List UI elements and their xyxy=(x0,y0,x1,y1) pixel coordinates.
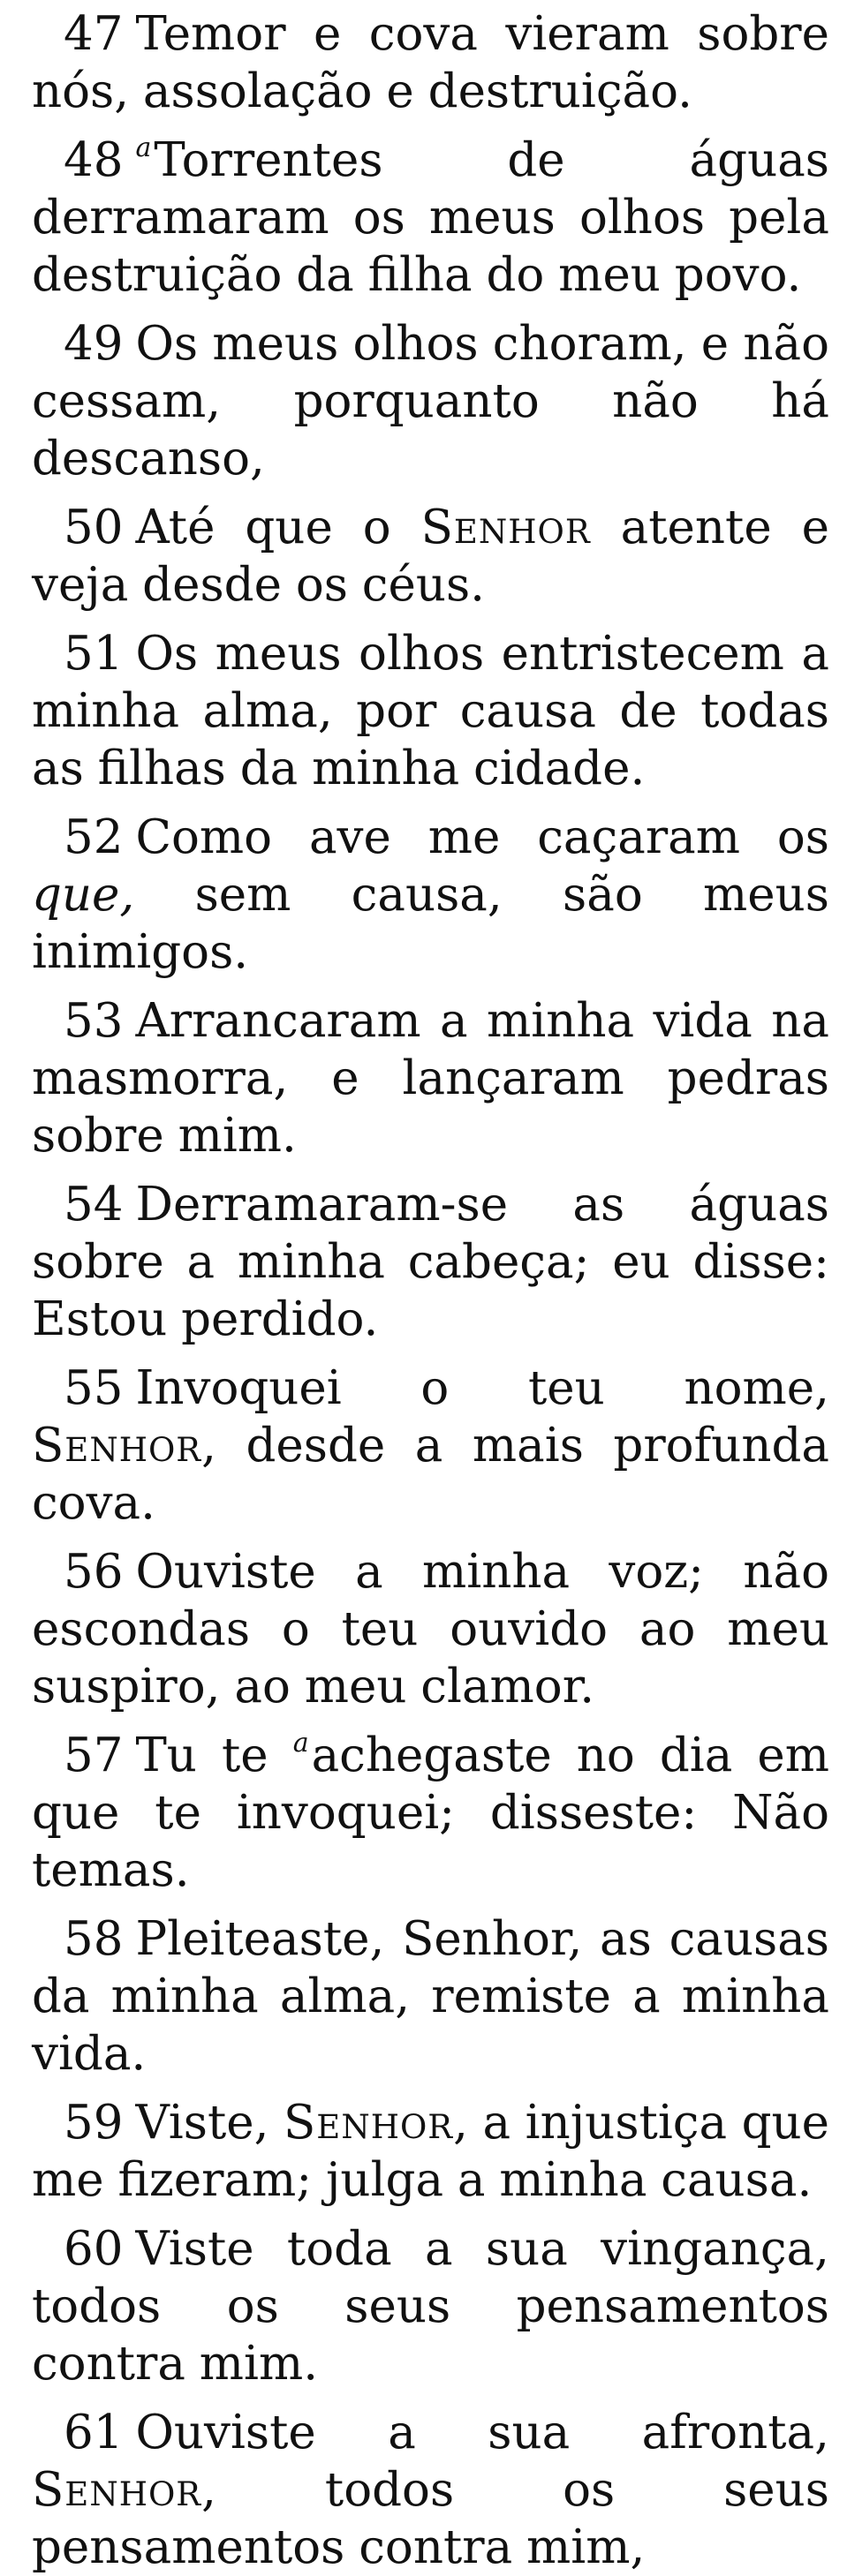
verse-number: 57 xyxy=(64,1729,124,1782)
verse-61 xyxy=(32,2404,829,2576)
divine-name: Senhor xyxy=(32,1419,202,1473)
verse-number: 61 xyxy=(64,2406,124,2459)
verse-number: 60 xyxy=(64,2222,124,2276)
verse-number: 54 xyxy=(64,1178,124,1232)
verse-number: 58 xyxy=(64,1912,124,1966)
verse-number: 48 xyxy=(64,133,124,187)
verse-number: 52 xyxy=(64,810,124,864)
divine-name: Senhor xyxy=(284,2096,454,2150)
verse-53 xyxy=(32,992,829,1164)
verse-text: Viste toda a sua vingança, todos os seus pensamentos contra mim. xyxy=(32,2222,829,2391)
verse-number: 53 xyxy=(64,994,124,1048)
verse-number: 55 xyxy=(64,1361,124,1415)
verse-51 xyxy=(32,625,829,797)
verse-50 xyxy=(32,499,829,614)
verse-text-continued: sem causa, são meus inimigos. xyxy=(32,868,829,979)
verse-text: Viste, xyxy=(135,2096,284,2150)
verse-number: 59 xyxy=(64,2096,124,2150)
verse-number: 50 xyxy=(64,501,124,554)
verse-text: Pleiteaste, Senhor, as causas da minha alma, remiste a minha vida. xyxy=(32,1912,829,2081)
verse-text: Ouviste a minha voz; não escondas o teu ouvido ao meu suspiro, ao meu clamor. xyxy=(32,1545,829,1714)
verse-text: Os meus olhos entristecem a minha alma, por causa de todas as filhas da minha cidade. xyxy=(32,627,829,795)
verse-text-continued: , todos os seus pensamentos contra mim, xyxy=(32,2463,829,2574)
verse-text: Os meus olhos choram, e não cessam, porquanto não há descanso, xyxy=(32,317,829,486)
verse-49 xyxy=(32,315,829,487)
verse-57 xyxy=(32,1727,829,1899)
footnote-marker[interactable]: a xyxy=(292,1728,309,1759)
verse-47 xyxy=(32,5,829,120)
verse-text: Temor e cova vieram sobre nós, assolação e destruição. xyxy=(32,7,829,118)
verse-text-continued: achegaste no dia em que te invoquei; disseste: Não temas. xyxy=(32,1729,830,1897)
divine-name: Senhor xyxy=(420,501,591,554)
verse-text: Derramaram-se as águas sobre a minha cabeça; eu disse: Estou perdido. xyxy=(32,1178,829,1346)
divine-name: Senhor xyxy=(32,2463,202,2517)
verse-number: 56 xyxy=(64,1545,124,1599)
verse-text: Invoquei o teu nome, xyxy=(135,1361,829,1415)
verse-58 xyxy=(32,1910,829,2083)
verse-text-continued: , a injustiça que me fizeram; julga a minha causa. xyxy=(32,2096,830,2207)
verse-60 xyxy=(32,2220,829,2392)
verse-number: 47 xyxy=(64,7,124,61)
verse-48 xyxy=(32,132,829,304)
verse-text-continued: atente e veja desde os céus. xyxy=(32,501,829,612)
verse-text-continued: Torrentes de águas derramaram os meus olhos pela destruição da filha do meu povo. xyxy=(32,133,829,302)
footnote-marker[interactable]: a xyxy=(135,132,152,163)
verse-text: Ouviste a sua afronta, xyxy=(135,2406,829,2459)
verse-54 xyxy=(32,1176,829,1348)
verse-59 xyxy=(32,2094,829,2209)
verse-text: Até que o xyxy=(135,501,421,554)
verse-text-continued: , desde a mais profunda cova. xyxy=(32,1419,829,1530)
verse-number: 49 xyxy=(64,317,124,371)
verse-56 xyxy=(32,1543,829,1715)
italic-word: que, xyxy=(32,868,135,922)
verse-number: 51 xyxy=(64,627,124,681)
verse-text: Como ave me caçaram os xyxy=(135,810,829,864)
verse-text: Arrancaram a minha vida na masmorra, e lançaram pedras sobre mim. xyxy=(32,994,829,1163)
verse-55 xyxy=(32,1360,829,1532)
verse-52 xyxy=(32,809,829,981)
verse-text: Tu te xyxy=(135,1729,293,1782)
